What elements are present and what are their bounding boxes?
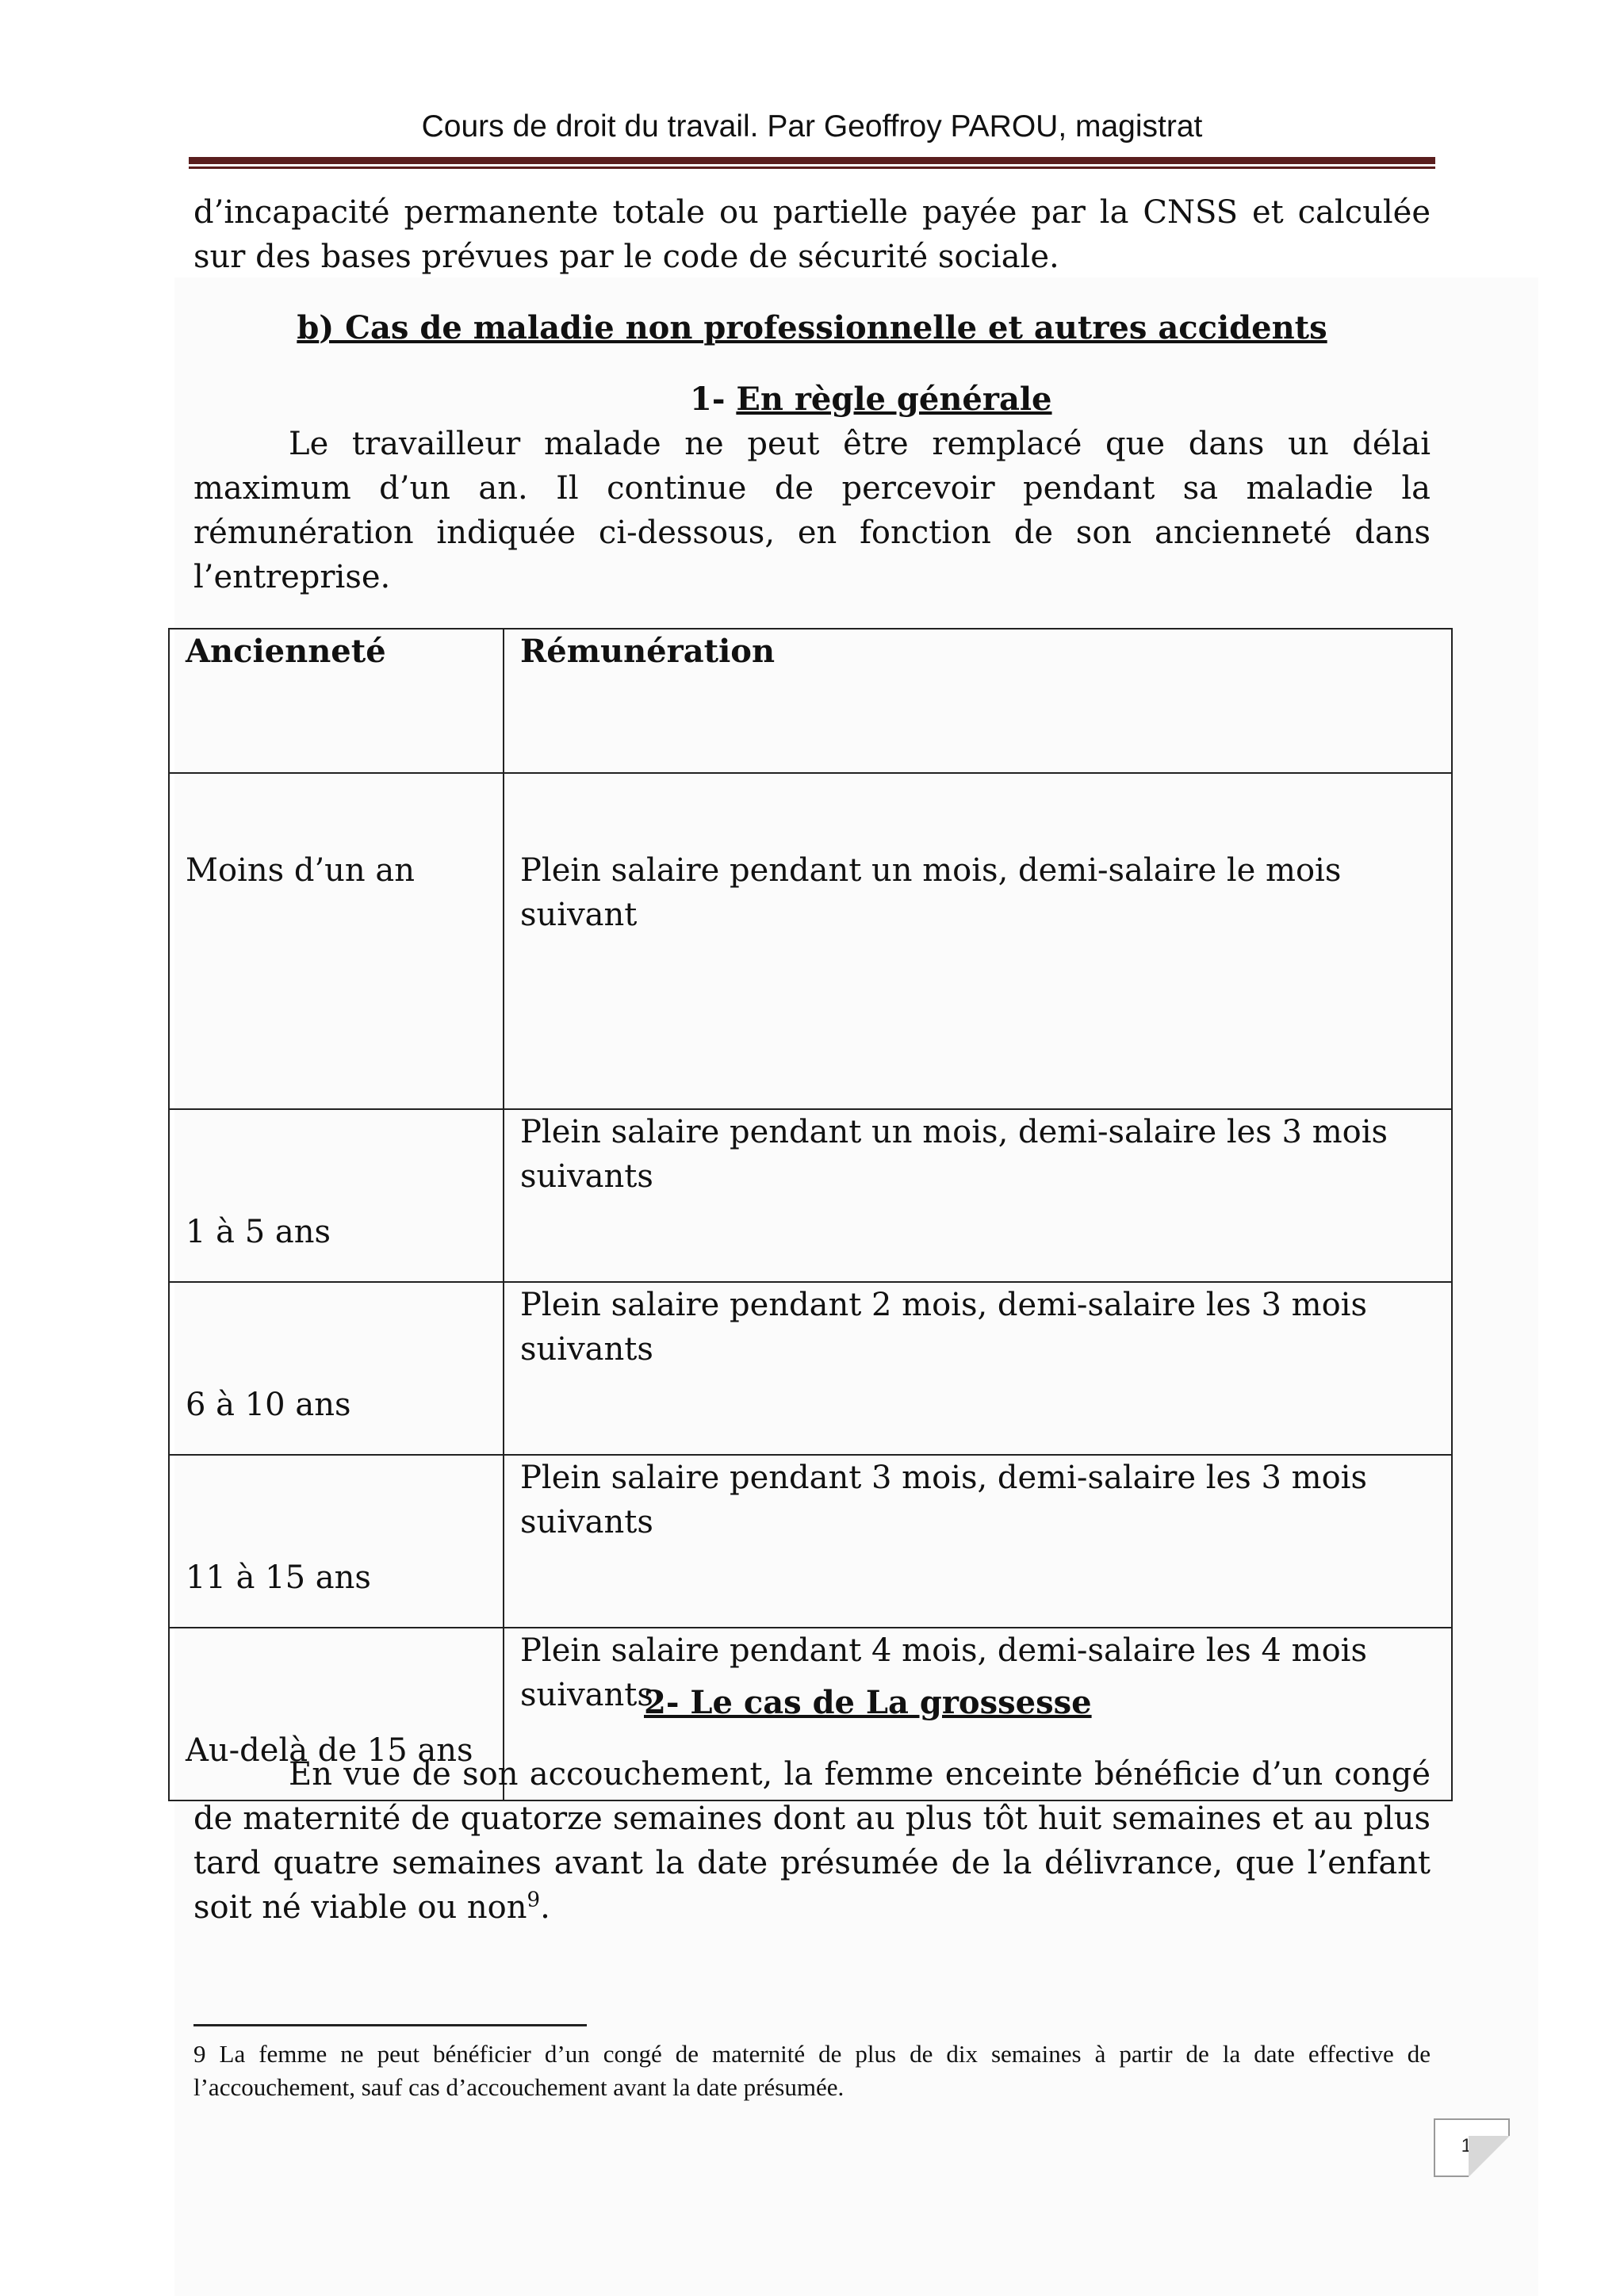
section-b-marker: b: [297, 309, 320, 346]
page-number: 18: [1461, 2135, 1483, 2156]
intro-paragraph: d’incapacité permanente totale ou partielle payée par la CNSS et calculée sur des bases prévues par le code de sécurité sociale.: [193, 194, 1431, 275]
section-b-heading: [0, 306, 1624, 350]
header-rule-thin: [189, 166, 1435, 169]
page-curl-icon: [1469, 2136, 1510, 2177]
table-row: [169, 1282, 1452, 1455]
subsection-2-heading: [644, 1681, 1092, 1725]
cell-pay: Plein salaire pendant 4 mois, demi-salaire les 4 mois suivants: [504, 1628, 1452, 1800]
header-seniority: Ancienneté: [169, 629, 504, 773]
cell-seniority: Au-delà de 15 ans: [169, 1628, 504, 1800]
subsection-2-title: 2- Le cas de La grossesse: [644, 1684, 1092, 1721]
subsection-2-text-end: .: [540, 1889, 550, 1926]
table-header-row: [169, 629, 1452, 773]
subsection-1-number: 1-: [690, 381, 737, 418]
header-rule: [189, 157, 1435, 164]
table-row: [169, 1109, 1452, 1282]
subsection-2-text: En vue de son accouchement, la femme enceinte bénéficie d’un congé de maternité de quatorze semaines dont au plus tôt huit semaines et au plus tard quatre semaines avant la date présumée de la délivrance, que l’enfant soit né viable ou non: [193, 1756, 1431, 1926]
cell-pay: Plein salaire pendant 2 mois, demi-salaire les 3 mois suivants: [504, 1282, 1452, 1455]
page-number-badge: [1434, 2118, 1510, 2177]
subsection-1-heading: [690, 377, 1052, 422]
footnote-separator: [193, 2024, 587, 2026]
cell-seniority: 11 à 15 ans: [169, 1455, 504, 1628]
cell-pay: Plein salaire pendant 3 mois, demi-salaire les 3 mois suivants: [504, 1455, 1452, 1628]
footnote-text: 9 La femme ne peut bénéficier d’un congé de maternité de plus de dix semaines à partir de la date effective de l’accouchement, sauf cas d’accouchement avant la date présumée.: [193, 2040, 1431, 2101]
subsection-2-paragraph: [193, 1752, 1431, 1930]
cell-seniority: Moins d’un an: [169, 773, 504, 1109]
cell-seniority: 1 à 5 ans: [169, 1109, 504, 1282]
table-row: [169, 1455, 1452, 1628]
table-row: [169, 773, 1452, 1109]
cell-pay: Plein salaire pendant un mois, demi-salaire les 3 mois suivants: [504, 1109, 1452, 1282]
cell-seniority: 6 à 10 ans: [169, 1282, 504, 1455]
subsection-1-title: En règle générale: [736, 381, 1052, 418]
section-b-title: ) Cas de maladie non professionnelle et autres accidents: [319, 309, 1327, 346]
remuneration-table: [168, 628, 1453, 1801]
page-header-title: Cours de droit du travail. Par Geoffroy PAROU, magistrat: [421, 109, 1203, 144]
cell-pay: Plein salaire pendant un mois, demi-salaire le mois suivant: [504, 773, 1452, 1109]
footnote-reference[interactable]: 9: [527, 1888, 541, 1912]
subsection-1-paragraph: Le travailleur malade ne peut être remplacé que dans un délai maximum d’un an. Il continue de percevoir pendant sa maladie la rémunération indiquée ci-dessous, en fonction de son ancienneté dans l’entreprise.: [193, 426, 1431, 595]
header-remuneration: Rémunération: [504, 629, 1452, 773]
